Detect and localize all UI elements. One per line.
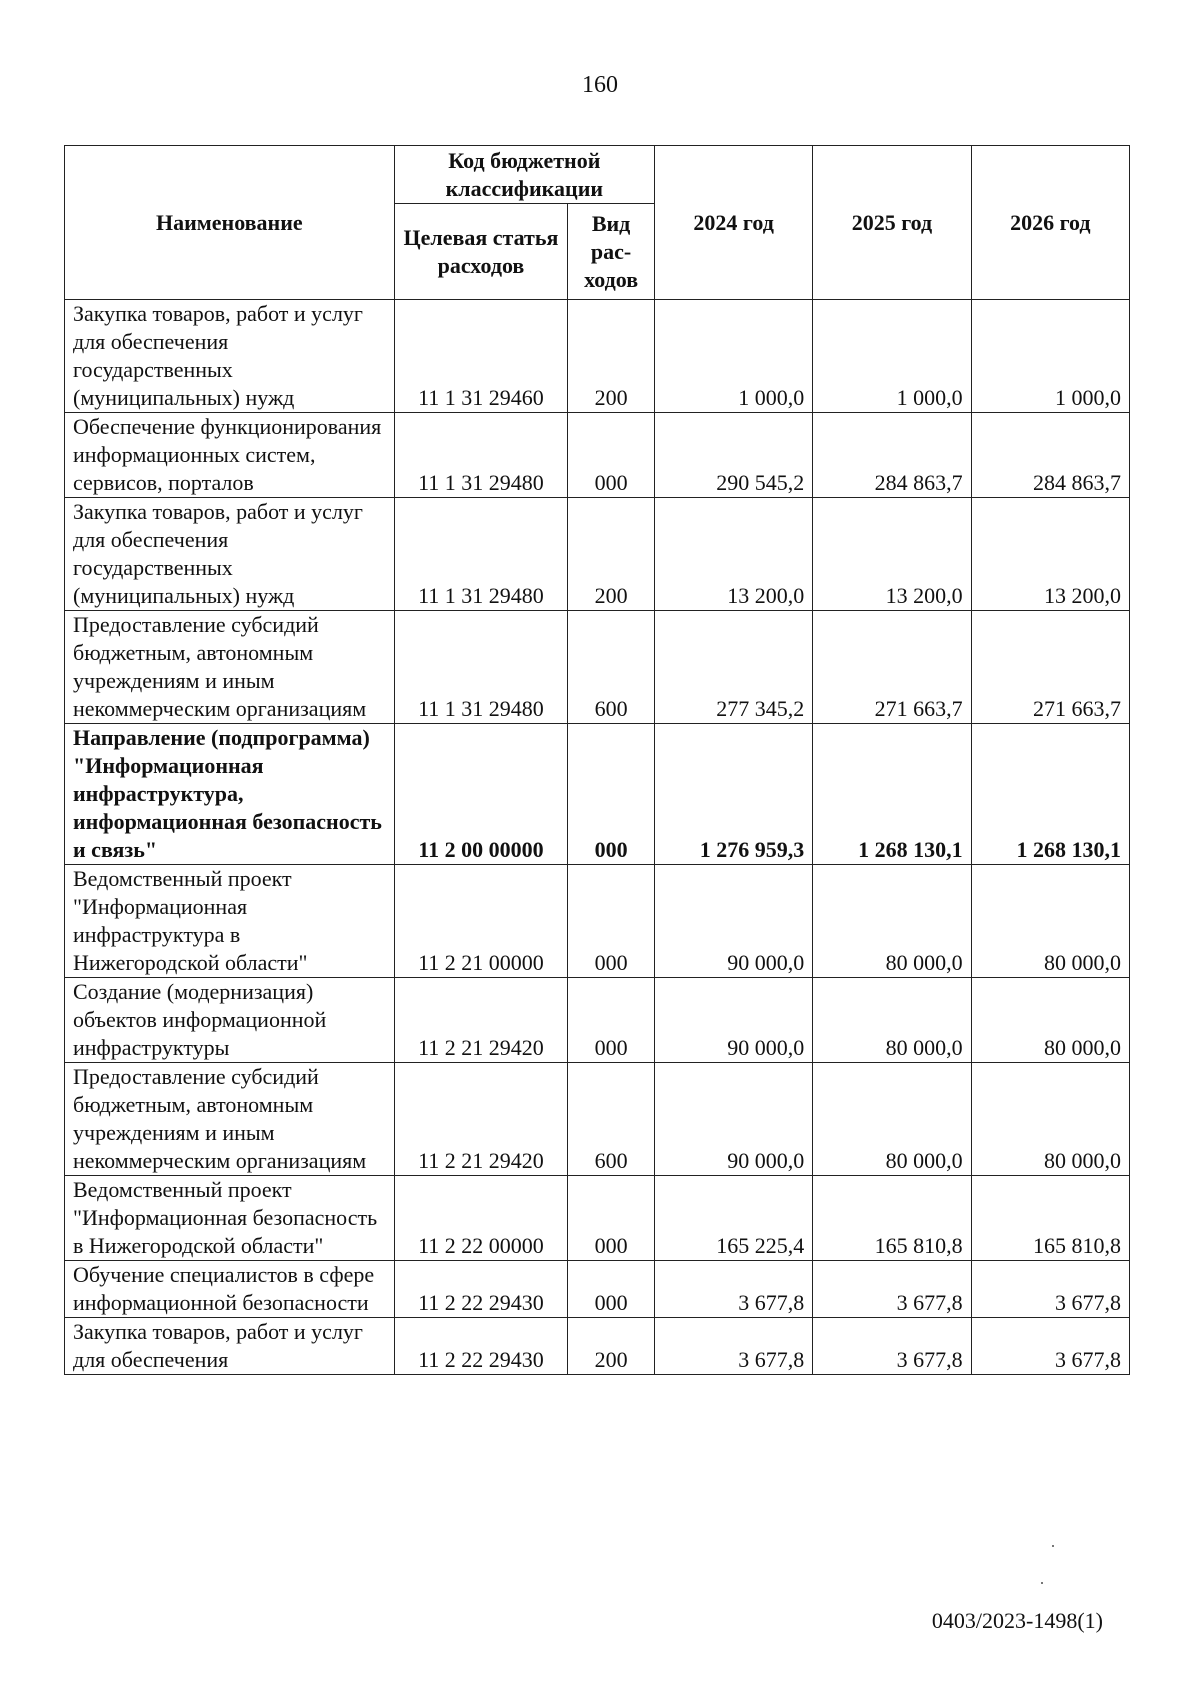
- row-target-article-cell: 11 2 21 29420: [394, 1063, 568, 1176]
- row-target-article-cell: 11 2 22 00000: [394, 1176, 568, 1261]
- table-row: [65, 1261, 1130, 1318]
- row-target-article-cell: 11 2 21 29420: [394, 978, 568, 1063]
- row-2024-cell: 290 545,2: [654, 413, 812, 498]
- row-2026-cell: 80 000,0: [971, 978, 1129, 1063]
- row-target-article-cell: 11 1 31 29480: [394, 498, 568, 611]
- row-2025-cell: 271 663,7: [813, 611, 971, 724]
- row-expense-kind-cell: 000: [568, 1176, 655, 1261]
- row-2025-cell: 3 677,8: [813, 1261, 971, 1318]
- row-name-cell: Ведомственный проект "Информационная безопасность в Нижегородской области": [65, 1176, 395, 1261]
- row-2024-cell: 1 000,0: [654, 300, 812, 413]
- row-expense-kind-cell: 000: [568, 978, 655, 1063]
- row-expense-kind-cell: 600: [568, 611, 655, 724]
- row-2026-cell: 165 810,8: [971, 1176, 1129, 1261]
- row-2025-cell: 1 268 130,1: [813, 724, 971, 865]
- row-name-cell: Предоставление субсидий бюджетным, автономным учреждениям и иным некоммерческим организациям: [65, 1063, 395, 1176]
- row-2026-cell: 271 663,7: [971, 611, 1129, 724]
- row-2024-cell: 90 000,0: [654, 865, 812, 978]
- row-2025-cell: 1 000,0: [813, 300, 971, 413]
- row-name-cell: Закупка товаров, работ и услуг для обеспечения государственных (муниципальных) нужд: [65, 498, 395, 611]
- header-2025: 2025 год: [813, 146, 971, 300]
- table-body: [65, 300, 1130, 1375]
- row-target-article-cell: 11 2 22 29430: [394, 1318, 568, 1375]
- header-2024: 2024 год: [654, 146, 812, 300]
- row-2026-cell: 3 677,8: [971, 1261, 1129, 1318]
- document-id: 0403/2023-1498(1): [931, 1608, 1103, 1633]
- row-2026-cell: 1 000,0: [971, 300, 1129, 413]
- row-name-cell: Создание (модернизация) объектов информационной инфраструктуры: [65, 978, 395, 1063]
- table-row: [65, 978, 1130, 1063]
- row-2025-cell: 13 200,0: [813, 498, 971, 611]
- row-target-article-cell: 11 1 31 29480: [394, 611, 568, 724]
- table-row: [65, 611, 1130, 724]
- row-2024-cell: 90 000,0: [654, 1063, 812, 1176]
- row-expense-kind-cell: 200: [568, 498, 655, 611]
- row-target-article-cell: 11 2 00 00000: [394, 724, 568, 865]
- header-2026: 2026 год: [971, 146, 1129, 300]
- header-expense-kind: Вид рас-ходов: [568, 204, 655, 300]
- scan-speck: [1052, 1545, 1054, 1547]
- row-2025-cell: 165 810,8: [813, 1176, 971, 1261]
- row-name-cell: Обеспечение функционирования информационных систем, сервисов, порталов: [65, 413, 395, 498]
- row-2026-cell: 1 268 130,1: [971, 724, 1129, 865]
- table-row: [65, 413, 1130, 498]
- row-2026-cell: 3 677,8: [971, 1318, 1129, 1375]
- row-name-cell: Закупка товаров, работ и услуг для обеспечения государственных (муниципальных) нужд: [65, 300, 395, 413]
- header-target-article: Целевая статья расходов: [394, 204, 568, 300]
- row-expense-kind-cell: 000: [568, 724, 655, 865]
- row-expense-kind-cell: 200: [568, 300, 655, 413]
- table-row: [65, 1318, 1130, 1375]
- row-name-cell: Направление (подпрограмма) "Информационная инфраструктура, информационная безопасность и связь": [65, 724, 395, 865]
- row-2025-cell: 80 000,0: [813, 978, 971, 1063]
- row-2025-cell: 80 000,0: [813, 865, 971, 978]
- row-target-article-cell: 11 2 21 00000: [394, 865, 568, 978]
- table-row: [65, 1176, 1130, 1261]
- header-classification-group: Код бюджетной классификации: [394, 146, 654, 204]
- row-name-cell: Закупка товаров, работ и услуг для обеспечения: [65, 1318, 395, 1375]
- row-target-article-cell: 11 1 31 29460: [394, 300, 568, 413]
- row-expense-kind-cell: 200: [568, 1318, 655, 1375]
- header-row: [65, 146, 1130, 204]
- row-2024-cell: 3 677,8: [654, 1318, 812, 1375]
- row-name-cell: Обучение специалистов в сфере информационной безопасности: [65, 1261, 395, 1318]
- row-expense-kind-cell: 000: [568, 865, 655, 978]
- row-2026-cell: 80 000,0: [971, 865, 1129, 978]
- row-2024-cell: 90 000,0: [654, 978, 812, 1063]
- row-name-cell: Предоставление субсидий бюджетным, автономным учреждениям и иным некоммерческим организациям: [65, 611, 395, 724]
- row-expense-kind-cell: 000: [568, 1261, 655, 1318]
- table-row: [65, 1063, 1130, 1176]
- row-2026-cell: 80 000,0: [971, 1063, 1129, 1176]
- row-2024-cell: 1 276 959,3: [654, 724, 812, 865]
- budget-table: [64, 145, 1130, 1375]
- row-2024-cell: 165 225,4: [654, 1176, 812, 1261]
- row-2025-cell: 80 000,0: [813, 1063, 971, 1176]
- table-row: [65, 300, 1130, 413]
- row-2026-cell: 13 200,0: [971, 498, 1129, 611]
- scan-speck: [1041, 1582, 1043, 1584]
- row-2026-cell: 284 863,7: [971, 413, 1129, 498]
- header-name: Наименование: [65, 146, 395, 300]
- row-2025-cell: 3 677,8: [813, 1318, 971, 1375]
- table-row: [65, 724, 1130, 865]
- row-target-article-cell: 11 2 22 29430: [394, 1261, 568, 1318]
- row-expense-kind-cell: 600: [568, 1063, 655, 1176]
- row-expense-kind-cell: 000: [568, 413, 655, 498]
- row-2024-cell: 277 345,2: [654, 611, 812, 724]
- page-number: 160: [582, 72, 618, 98]
- row-2025-cell: 284 863,7: [813, 413, 971, 498]
- row-2024-cell: 13 200,0: [654, 498, 812, 611]
- row-2024-cell: 3 677,8: [654, 1261, 812, 1318]
- table-row: [65, 865, 1130, 978]
- table-row: [65, 498, 1130, 611]
- row-name-cell: Ведомственный проект "Информационная инфраструктура в Нижегородской области": [65, 865, 395, 978]
- row-target-article-cell: 11 1 31 29480: [394, 413, 568, 498]
